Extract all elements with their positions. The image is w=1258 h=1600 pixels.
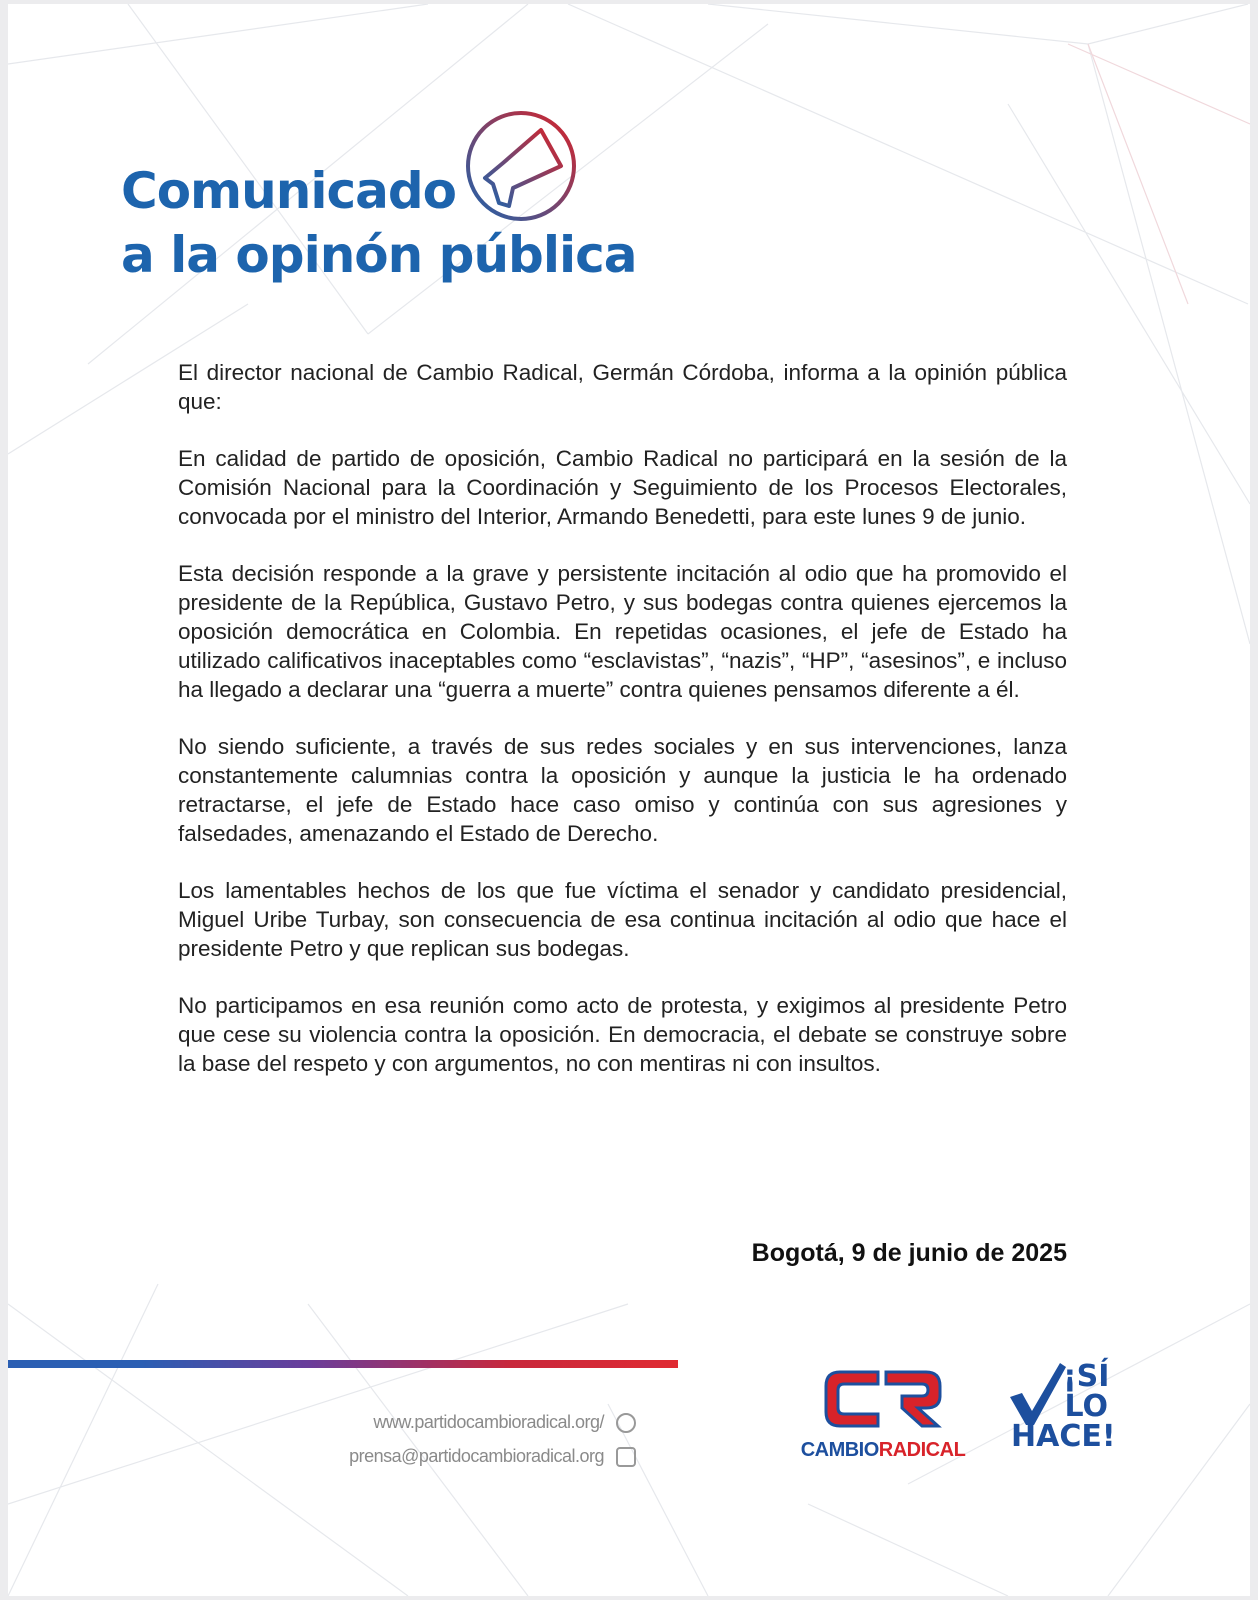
website-link[interactable] xyxy=(373,1412,636,1433)
website-text[interactable]: www.partidocambioradical.org/ xyxy=(373,1412,604,1432)
slogan-line1: ¡SÍ xyxy=(1063,1359,1110,1394)
paragraph: Los lamentables hechos de los que fue víctima el senador y candidato presidencial, Miguel Uribe Turbay, son consecuencia de esa continua incitación al odio que hace el presidente Petro y que replican sus bodegas. xyxy=(178,878,1067,961)
logo-text-cambio: CAMBIO xyxy=(800,1439,879,1461)
paragraph: No participamos en esa reunión como acto de protesta, y exigimos al presidente Petro que cese su violencia contra la oposición. En democracia, el debate se construye sobre la base del respeto y con argumentos, no con mentiras ni con insultos. xyxy=(178,993,1067,1076)
cambio-radical-logo xyxy=(783,1364,983,1462)
cr-logo-mark xyxy=(818,1364,948,1434)
slogan-line2: LO xyxy=(1064,1389,1108,1424)
paragraph: En calidad de partido de oposición, Cambio Radical no participará en la sesión de la Comisión Nacional para la Coordinación y Seguimiento de los Procesos Electorales, convocada por el ministro del Interior, Armando Benedetti, para este lunes 9 de junio. xyxy=(178,446,1067,529)
email-text[interactable]: prensa@partidocambioradical.org xyxy=(349,1446,604,1466)
slogan-line3: HACE! xyxy=(1011,1419,1116,1454)
gradient-divider xyxy=(8,1360,678,1368)
header-title-line2: a la opinón pública xyxy=(121,226,637,284)
slogan xyxy=(1011,1359,1116,1454)
megaphone-icon xyxy=(463,108,583,228)
cr-logo-text xyxy=(783,1439,983,1462)
date-line: Bogotá, 9 de junio de 2025 xyxy=(751,1239,1067,1267)
globe-icon xyxy=(616,1413,636,1433)
document-page xyxy=(8,4,1250,1596)
header-title-line1: Comunicado xyxy=(121,162,456,220)
mail-icon xyxy=(616,1447,636,1467)
paragraph: El director nacional de Cambio Radical, Germán Córdoba, informa a la opinión pública que: xyxy=(178,360,1067,414)
paragraph: No siendo suficiente, a través de sus redes sociales y en sus intervenciones, lanza constantemente calumnias contra la oposición y aunque la justicia le ha ordenado retractarse, el jefe de Estado hace caso omiso y continúa con sus agresiones y falsedades, amenazando el Estado de Derecho. xyxy=(178,734,1067,846)
statement-body xyxy=(178,358,1067,1106)
email-link[interactable] xyxy=(349,1446,636,1467)
paragraph: Esta decisión responde a la grave y persistente incitación al odio que ha promovido el presidente de la República, Gustavo Petro, y sus bodegas contra quienes ejercemos la oposición democrática en Colombia. En repetidas ocasiones, el jefe de Estado ha utilizado calificativos inaceptables como “esclavistas”, “nazis”, “HP”, “asesinos”, e incluso ha llegado a declarar una “guerra a muerte” contra quienes pensamos diferente a él. xyxy=(178,561,1067,702)
logo-text-radical: RADICAL xyxy=(878,1439,966,1461)
